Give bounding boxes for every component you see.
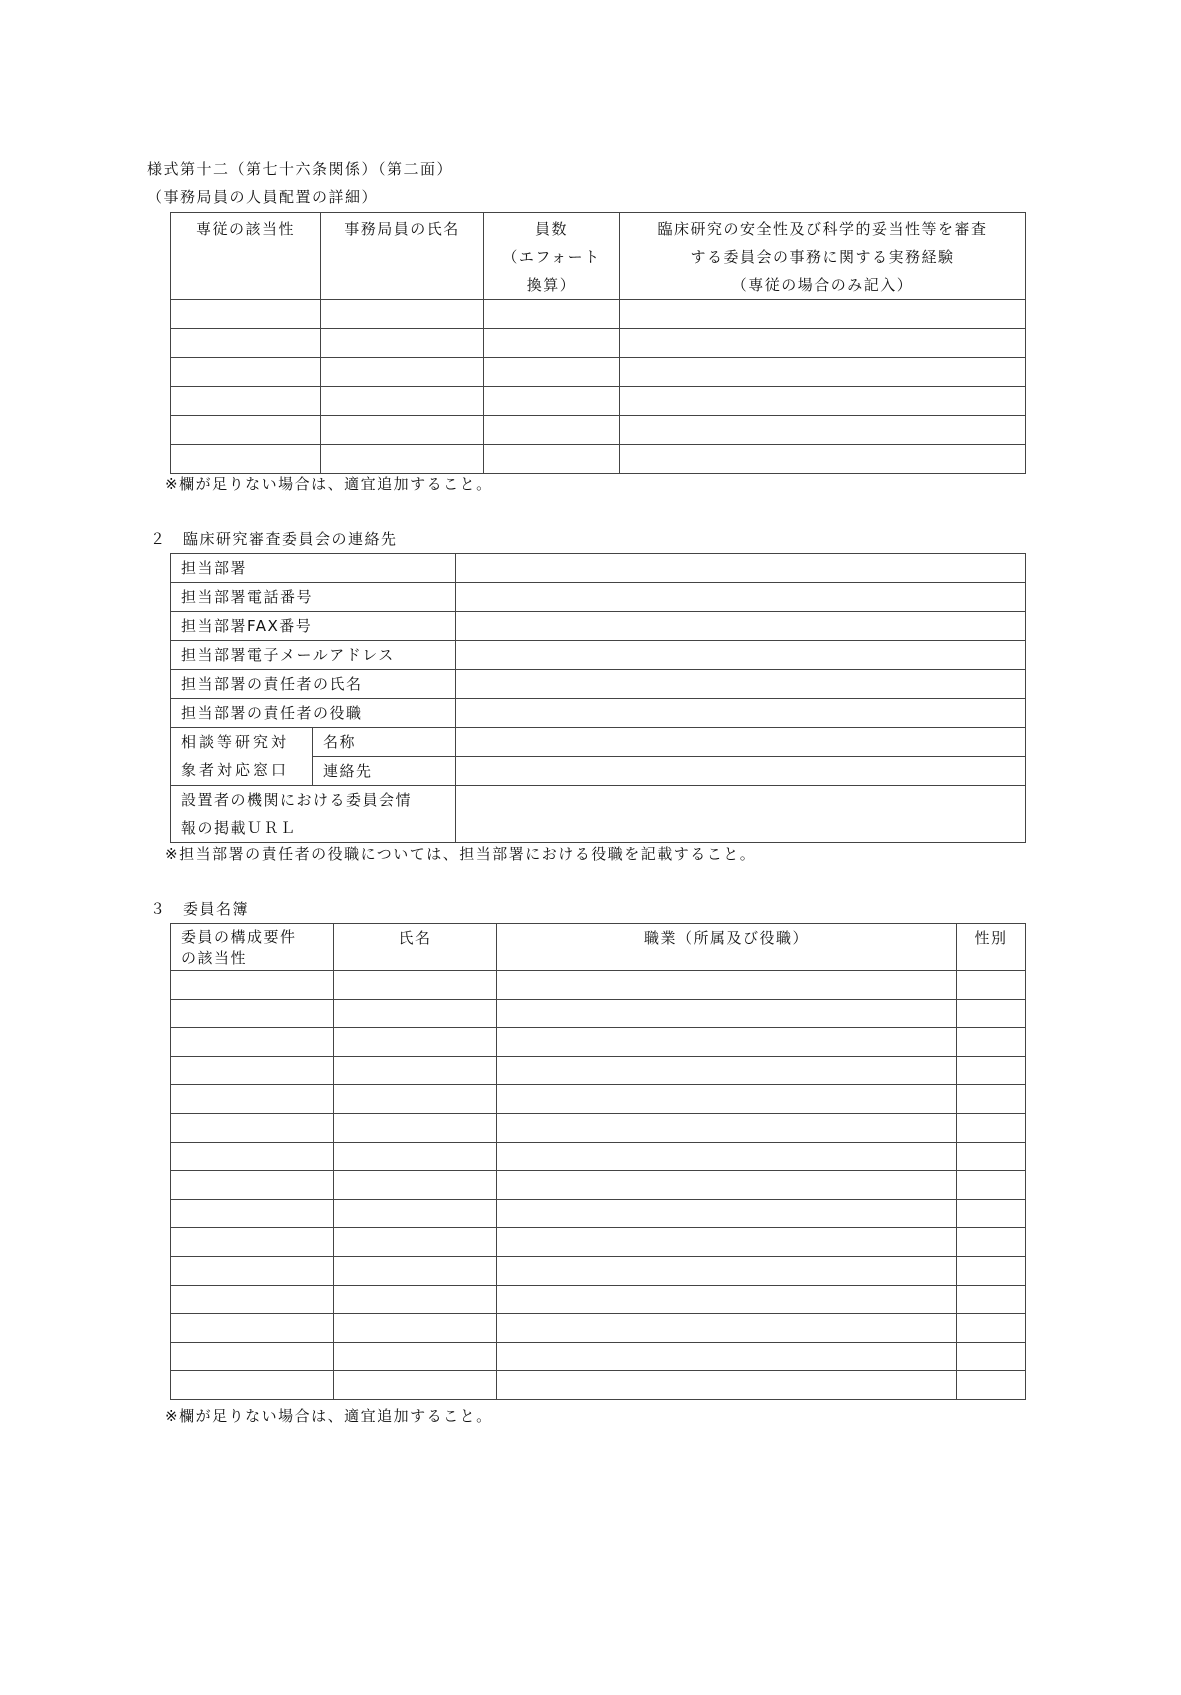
input-cell[interactable]	[334, 1371, 497, 1400]
input-cell[interactable]	[620, 416, 1026, 445]
table-row	[171, 1056, 1026, 1085]
staff-col-name: 事務局員の氏名	[321, 213, 484, 300]
table-row	[171, 1371, 1026, 1400]
input-cell[interactable]	[171, 1171, 334, 1200]
staff-col-dedicated: 専従の該当性	[171, 213, 321, 300]
input-cell[interactable]	[321, 358, 484, 387]
label-consult-l2: 象者対応窓口	[181, 761, 290, 779]
label-dept-head-position: 担当部署の責任者の役職	[171, 699, 456, 728]
input-cell[interactable]	[171, 1371, 334, 1400]
table-row	[171, 1113, 1026, 1142]
input-cell[interactable]	[321, 416, 484, 445]
table-row	[171, 1028, 1026, 1057]
note-staff: ※欄が足りない場合は、適宜追加すること。	[165, 475, 493, 493]
input-cell[interactable]	[171, 329, 321, 358]
input-cell[interactable]	[497, 1113, 957, 1142]
input-cell[interactable]	[497, 1342, 957, 1371]
table-row	[171, 445, 1026, 474]
input-cell[interactable]	[171, 1085, 334, 1114]
input-cell[interactable]	[497, 1085, 957, 1114]
table-row	[171, 387, 1026, 416]
input-cell[interactable]	[957, 971, 1026, 1000]
staff-col-exp-l2: する委員会の事務に関する実務経験	[690, 248, 955, 266]
input-cell[interactable]	[171, 387, 321, 416]
input-cell[interactable]	[497, 1199, 957, 1228]
input-cell[interactable]	[957, 1342, 1026, 1371]
contact-section-title: ２ 臨床研究審査委員会の連絡先	[150, 530, 398, 548]
input-cell[interactable]	[171, 1256, 334, 1285]
input-cell[interactable]	[171, 1228, 334, 1257]
input-cell[interactable]	[497, 1228, 957, 1257]
input-cell[interactable]	[171, 445, 321, 474]
table-row	[171, 300, 1026, 329]
table-row	[171, 1314, 1026, 1343]
label-consult-l1: 相談等研究対	[181, 733, 290, 751]
input-cell[interactable]	[484, 416, 620, 445]
input-cell[interactable]	[334, 1113, 497, 1142]
input-cell[interactable]	[620, 445, 1026, 474]
input-cell[interactable]	[484, 387, 620, 416]
label-url-l1: 設置者の機関における委員会情	[181, 791, 413, 809]
input-cell[interactable]	[334, 1085, 497, 1114]
input-cell[interactable]	[620, 358, 1026, 387]
contact-table	[170, 553, 1026, 843]
label-committee-url	[171, 786, 456, 843]
input-cell[interactable]	[334, 1199, 497, 1228]
input-cell[interactable]	[957, 1228, 1026, 1257]
label-consult-contact: 連絡先	[313, 757, 456, 786]
staff-table	[170, 212, 1026, 474]
table-row	[171, 1085, 1026, 1114]
input-cell[interactable]	[334, 999, 497, 1028]
input-cell[interactable]	[497, 971, 957, 1000]
label-dept-phone: 担当部署電話番号	[171, 583, 456, 612]
input-cell[interactable]	[620, 329, 1026, 358]
label-dept-email: 担当部署電子メールアドレス	[171, 641, 456, 670]
input-cell[interactable]	[171, 1314, 334, 1343]
input-cell[interactable]	[334, 1028, 497, 1057]
input-cell[interactable]	[321, 329, 484, 358]
staff-col-exp-l3: （専従の場合のみ記入）	[731, 276, 914, 294]
table-row	[171, 1171, 1026, 1200]
table-row	[171, 1199, 1026, 1228]
label-consult-name: 名称	[313, 728, 456, 757]
input-cell[interactable]	[497, 999, 957, 1028]
value-dept-phone[interactable]	[456, 583, 1026, 612]
value-dept-head-position[interactable]	[456, 699, 1026, 728]
input-cell[interactable]	[484, 300, 620, 329]
input-cell[interactable]	[957, 999, 1026, 1028]
value-dept[interactable]	[456, 554, 1026, 583]
input-cell[interactable]	[321, 445, 484, 474]
input-cell[interactable]	[957, 1113, 1026, 1142]
value-committee-url[interactable]	[456, 786, 1026, 843]
label-consult-window	[171, 728, 313, 786]
form-title: 様式第十二（第七十六条関係）（第二面）	[147, 160, 454, 178]
input-cell[interactable]	[321, 387, 484, 416]
members-table	[170, 923, 1026, 1400]
table-row	[171, 1342, 1026, 1371]
input-cell[interactable]	[957, 1028, 1026, 1057]
input-cell[interactable]	[171, 1142, 334, 1171]
note-contact: ※担当部署の責任者の役職については、担当部署における役職を記載すること。	[165, 845, 757, 863]
input-cell[interactable]	[497, 1056, 957, 1085]
input-cell[interactable]	[497, 1256, 957, 1285]
table-row	[171, 1228, 1026, 1257]
value-consult-name[interactable]	[456, 728, 1026, 757]
input-cell[interactable]	[171, 1028, 334, 1057]
input-cell[interactable]	[334, 1228, 497, 1257]
input-cell[interactable]	[957, 1285, 1026, 1314]
input-cell[interactable]	[957, 1199, 1026, 1228]
input-cell[interactable]	[957, 1171, 1026, 1200]
input-cell[interactable]	[171, 358, 321, 387]
input-cell[interactable]	[620, 300, 1026, 329]
input-cell[interactable]	[334, 1171, 497, 1200]
staff-col-count	[484, 213, 620, 300]
input-cell[interactable]	[484, 329, 620, 358]
staff-col-exp-l1: 臨床研究の安全性及び科学的妥当性等を審査	[657, 220, 988, 238]
table-row	[171, 1142, 1026, 1171]
input-cell[interactable]	[334, 1256, 497, 1285]
table-row	[171, 358, 1026, 387]
input-cell[interactable]	[171, 999, 334, 1028]
input-cell[interactable]	[334, 1314, 497, 1343]
members-col-occupation: 職業（所属及び役職）	[497, 924, 957, 971]
input-cell[interactable]	[497, 1314, 957, 1343]
input-cell[interactable]	[334, 971, 497, 1000]
input-cell[interactable]	[321, 300, 484, 329]
members-col-req-l1: 委員の構成要件	[181, 928, 297, 946]
input-cell[interactable]	[497, 1142, 957, 1171]
members-section-title: ３ 委員名簿	[150, 900, 250, 918]
members-col-name: 氏名	[334, 924, 497, 971]
input-cell[interactable]	[171, 1113, 334, 1142]
label-dept-head-name: 担当部署の責任者の氏名	[171, 670, 456, 699]
value-dept-fax[interactable]	[456, 612, 1026, 641]
input-cell[interactable]	[957, 1314, 1026, 1343]
input-cell[interactable]	[171, 971, 334, 1000]
input-cell[interactable]	[334, 1285, 497, 1314]
input-cell[interactable]	[334, 1056, 497, 1085]
note-members: ※欄が足りない場合は、適宜追加すること。	[165, 1407, 493, 1425]
members-col-req-l2: の該当性	[181, 949, 248, 967]
input-cell[interactable]	[957, 1056, 1026, 1085]
input-cell[interactable]	[171, 1285, 334, 1314]
staff-col-count-l2: （エフォート	[502, 248, 601, 266]
label-dept-fax: 担当部署FAX番号	[171, 612, 456, 641]
input-cell[interactable]	[334, 1342, 497, 1371]
table-row	[171, 999, 1026, 1028]
input-cell[interactable]	[171, 416, 321, 445]
section1-title: （事務局員の人員配置の詳細）	[147, 188, 379, 206]
input-cell[interactable]	[957, 1256, 1026, 1285]
table-row	[171, 1256, 1026, 1285]
input-cell[interactable]	[497, 1285, 957, 1314]
value-dept-email[interactable]	[456, 641, 1026, 670]
input-cell[interactable]	[334, 1142, 497, 1171]
table-row	[171, 1285, 1026, 1314]
input-cell[interactable]	[484, 445, 620, 474]
value-dept-head-name[interactable]	[456, 670, 1026, 699]
staff-col-experience	[620, 213, 1026, 300]
label-url-l2: 報の掲載ＵＲＬ	[181, 819, 297, 837]
input-cell[interactable]	[497, 1028, 957, 1057]
input-cell[interactable]	[620, 387, 1026, 416]
table-row	[171, 971, 1026, 1000]
value-consult-contact[interactable]	[456, 757, 1026, 786]
input-cell[interactable]	[957, 1371, 1026, 1400]
staff-col-count-l3: 換算）	[526, 276, 577, 294]
input-cell[interactable]	[171, 1199, 334, 1228]
table-row	[171, 416, 1026, 445]
input-cell[interactable]	[171, 1342, 334, 1371]
input-cell[interactable]	[957, 1142, 1026, 1171]
table-row	[171, 329, 1026, 358]
label-dept: 担当部署	[171, 554, 456, 583]
staff-col-count-l1: 員数	[534, 220, 568, 238]
input-cell[interactable]	[957, 1085, 1026, 1114]
members-col-requirement	[171, 924, 334, 971]
input-cell[interactable]	[171, 1056, 334, 1085]
input-cell[interactable]	[484, 358, 620, 387]
input-cell[interactable]	[171, 300, 321, 329]
input-cell[interactable]	[497, 1171, 957, 1200]
input-cell[interactable]	[497, 1371, 957, 1400]
members-col-gender: 性別	[957, 924, 1026, 971]
